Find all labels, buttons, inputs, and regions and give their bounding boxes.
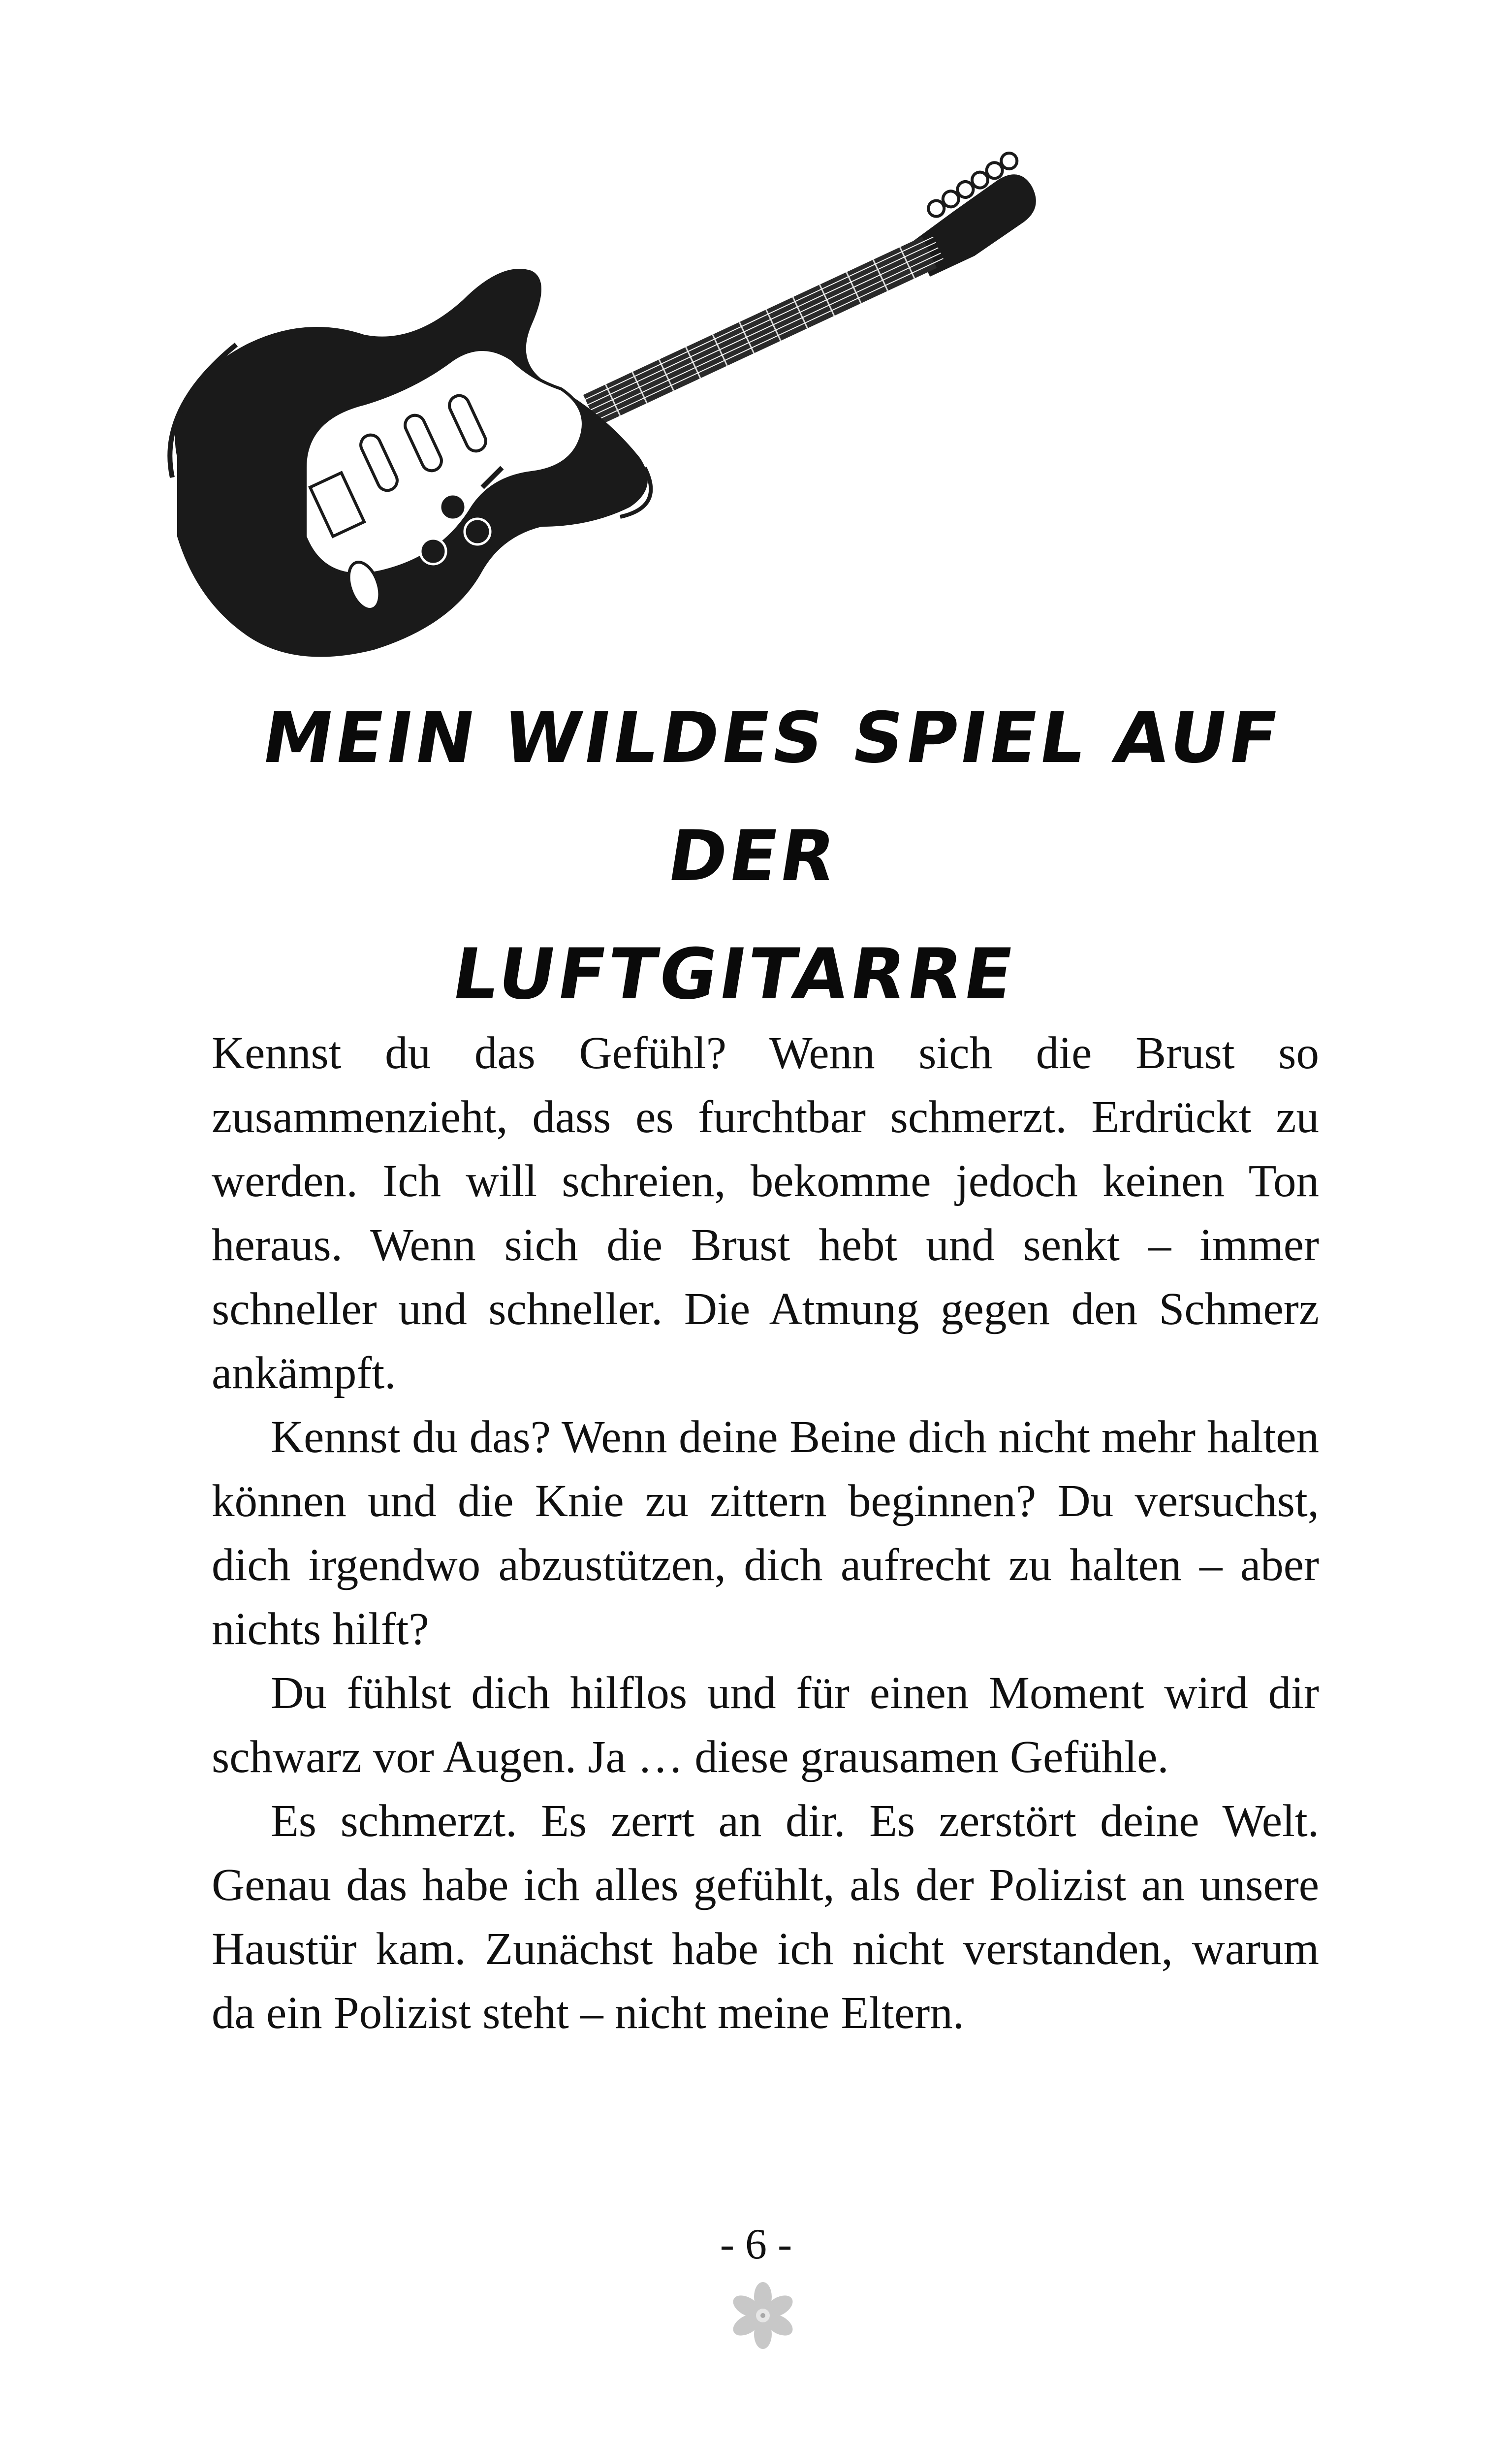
chapter-title-line-2: LUFTGITARRE — [447, 934, 1022, 1015]
electric-guitar-icon — [158, 113, 1102, 679]
page-number: - 6 - — [720, 2221, 792, 2268]
paragraph-4: Es schmerzt. Es zerrt an dir. Es zerstört deine Welt. Genau das habe ich alles gefühlt, als der Polizist an unsere Haustür kam. Zunächst habe ich nicht verstanden, warum da ein Polizist steht – nicht meine Eltern. — [212, 1796, 1319, 2038]
paragraph-1: Kennst du das Gefühl? Wenn sich die Brust so zusammenzieht, dass es furchtbar schmerzt. Erdrückt zu werden. Ich will schreien, bekomme jedoch keinen Ton heraus. Wenn sich die Brust hebt und senkt – immer schneller und schneller. Die Atmung gegen den Schmerz ankämpft. — [212, 1028, 1319, 1398]
body-text — [212, 1021, 1319, 2045]
flower-icon — [728, 2281, 797, 2350]
chapter-title — [159, 679, 1347, 1034]
chapter-title-line-1: MEIN WILDES SPIEL AUF DER — [257, 698, 1287, 897]
paragraph-3: Du fühlst dich hilflos und für einen Moment wird dir schwarz vor Augen. Ja … diese grausamen Gefühle. — [212, 1668, 1319, 1782]
paragraph-2: Kennst du das? Wenn deine Beine dich nicht mehr halten können und die Knie zu zittern beginnen? Du versuchst, dich irgendwo abzustützen, dich aufrecht zu halten – aber nichts hilft? — [212, 1412, 1319, 1654]
